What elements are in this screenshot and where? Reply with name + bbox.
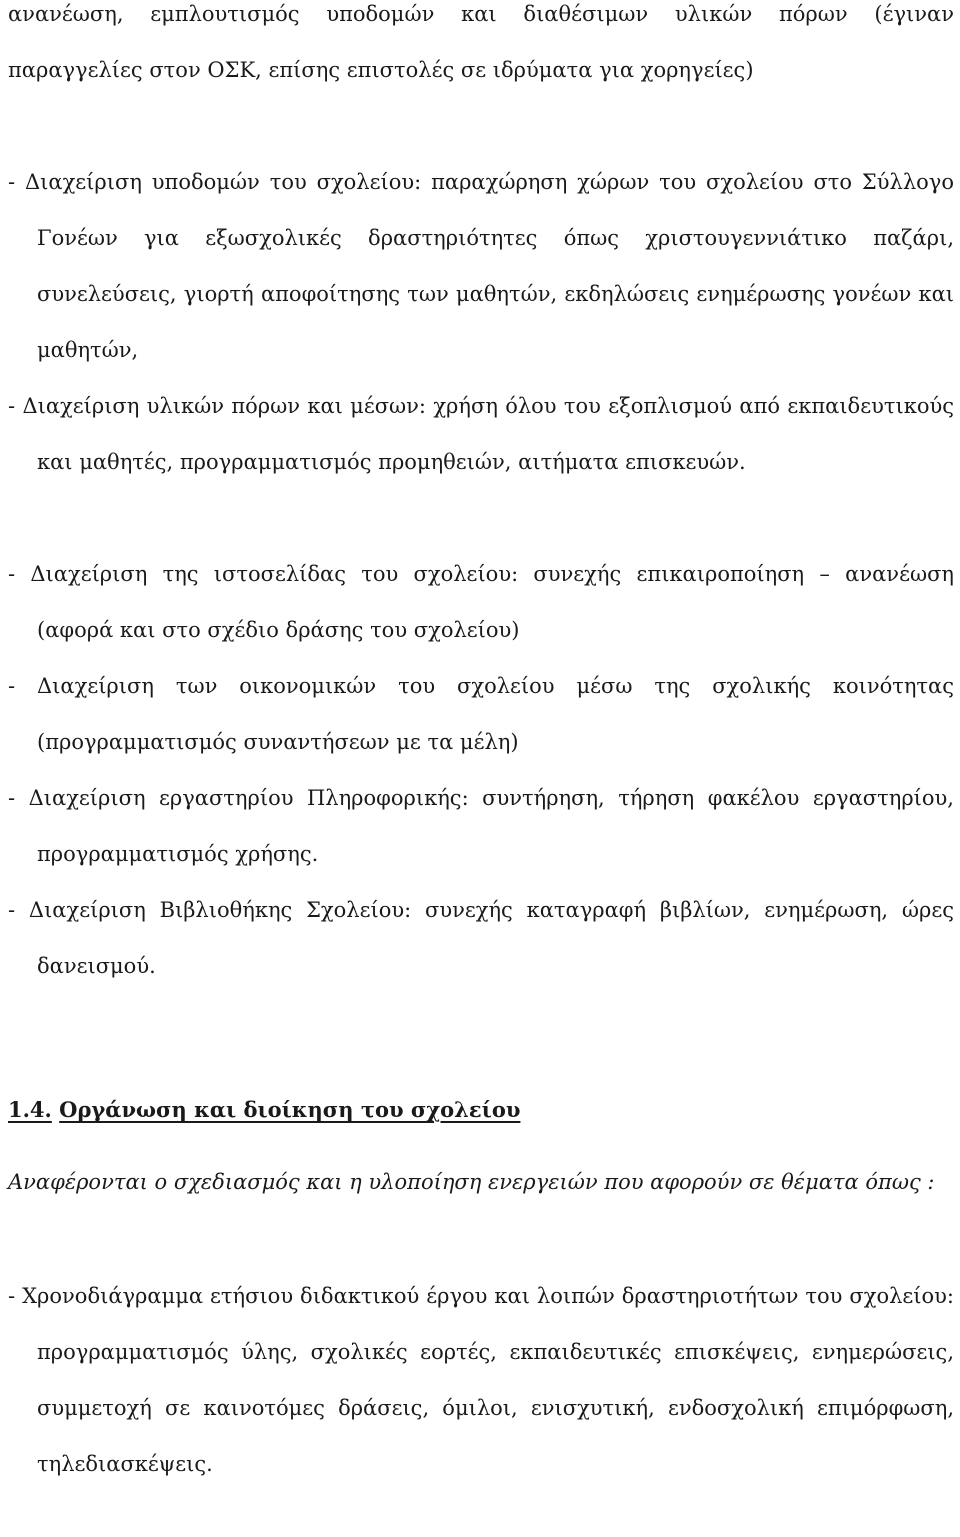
list-item-text: Διαχείριση υποδομών του σχολείου: παραχώρηση χώρων του σχολείου στο Σύλλογο Γονέων για εξωσχολικές δραστηριότητες όπως χριστουγεννιάτικο παζάρι, συνελεύσεις, γιορτή αποφοίτησης των μαθητών, εκδηλώσεις ενημέρωσης γονέων και μαθητών, (25, 170, 954, 362)
list-item (8, 770, 954, 882)
list-bullet: - (8, 394, 16, 418)
section-number: 1.4. (8, 1097, 52, 1122)
list-item (8, 658, 954, 770)
list-item-text: Διαχείριση εργαστηρίου Πληροφορικής: συντήρηση, τήρηση φακέλου εργαστηρίου, προγραμματισμός χρήσης. (28, 786, 954, 866)
list-item-text: Διαχείριση της ιστοσελίδας του σχολείου: συνεχής επικαιροποίηση – ανανέωση (αφορά και στο σχέδιο δράσης του σχολείου) (30, 562, 954, 642)
list-bullet: - (8, 562, 16, 586)
section-title: Οργάνωση και διοίκηση του σχολείου (59, 1097, 521, 1122)
list-item (8, 546, 954, 658)
list-item-text: Διαχείριση των οικονομικών του σχολείου μέσω της σχολικής κοινότητας (προγραμματισμός συναντήσεων με τα μέλη) (37, 674, 954, 754)
list-item-text: Διαχείριση υλικών πόρων και μέσων: χρήση όλου του εξοπλισμού από εκπαιδευτικούς και μαθητές, προγραμματισμός προμηθειών, αιτήματα επισκευών. (22, 394, 954, 474)
list-bullet: - (8, 674, 16, 698)
list-item (8, 1268, 954, 1492)
list-item-text: Χρονοδιάγραμμα ετήσιου διδακτικού έργου και λοιπών δραστηριοτήτων του σχολείου: προγραμματισμός ύλης, σχολικές εορτές, εκπαιδευτικές επισκέψεις, ενημερώσεις, συμμετοχή σε καινοτόμες δράσεις, όμιλοι, ενισχυτική, ενδοσχολική επιμόρφωση, τηλεδιασκέψεις. (22, 1284, 954, 1476)
continuation-paragraph: ανανέωση, εμπλουτισμός υποδομών και διαθέσιμων υλικών πόρων (έγιναν παραγγελίες στον ΟΣΚ, επίσης επιστολές σε ιδρύματα για χορηγείες) (8, 2, 954, 82)
list-item-text: Διαχείριση Βιβλιοθήκης Σχολείου: συνεχής καταγραφή βιβλίων, ενημέρωση, ώρες δανεισμού. (28, 898, 954, 978)
list-item (8, 378, 954, 490)
list-bullet: - (8, 786, 16, 810)
list-bullet: - (8, 898, 16, 922)
list-bullet: - (8, 1284, 16, 1308)
section-intro: Αναφέρονται ο σχεδιασμός και η υλοποίηση ενεργειών που αφορούν σε θέματα όπως : (8, 1170, 935, 1194)
list-item (8, 154, 954, 378)
section-heading (8, 1088, 520, 1132)
list-bullet: - (8, 170, 16, 194)
list-item (8, 882, 954, 994)
